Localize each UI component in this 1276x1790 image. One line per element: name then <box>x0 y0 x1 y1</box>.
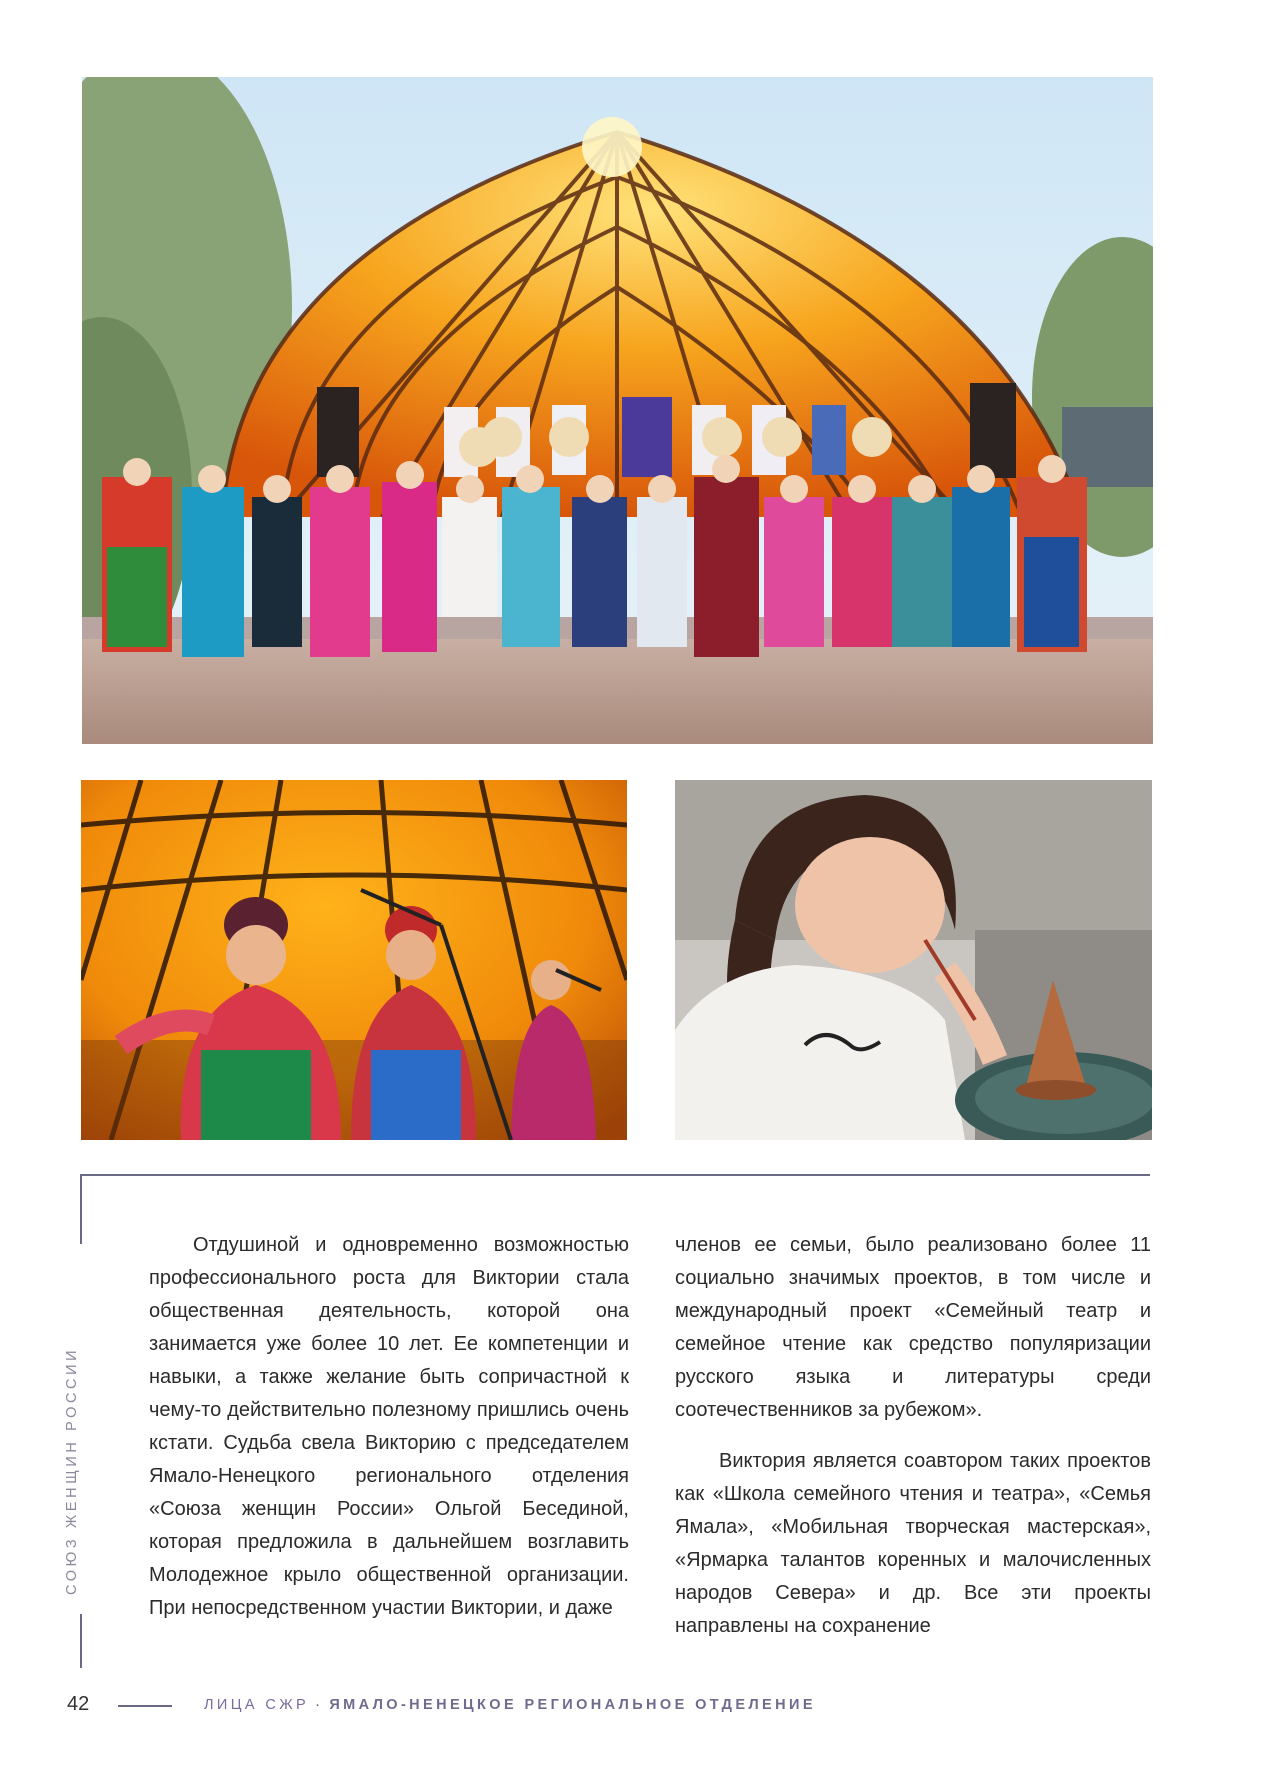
sidebar-label: СОЮЗ ЖЕНЩИН РОССИИ <box>64 1346 80 1595</box>
footer-region: ЯМАЛО-НЕНЕЦКОЕ РЕГИОНАЛЬНОЕ ОТДЕЛЕНИЕ <box>329 1697 816 1713</box>
frame-line-vertical-top <box>80 1174 82 1244</box>
article-paragraph: Виктория является соавтором таких проектов как «Школа семейного чтения и театра», «Семья Ямала», «Мобильная творческая мастерская», «Ярмарка талантов коренных и малочисленных народов Севера» и др. Все эти проекты направлены на сохранение <box>675 1450 1151 1637</box>
footer-divider <box>118 1705 172 1707</box>
article-column-right <box>675 1229 1151 1643</box>
running-footer <box>204 1697 816 1713</box>
article-paragraph: Отдушиной и одновременно возможностью профессионального роста для Виктории стала общественная деятельность, которой она занимается уже более 10 лет. Ее компетенции и навыки, а также желание быть сопричастной к чему-то действительно полезному пришлись очень кстати. Судьба свела Викторию с председателем Ямало-Ненецкого регионального отделения «Союза женщин России» Ольгой Бесединой, которая предложила в дальнейшем возглавить Молодежное крыло общественной организации. При непосредственном участии Виктории, и даже <box>149 1234 629 1619</box>
singers-photo <box>81 780 627 1140</box>
footer-section: ЛИЦА СЖР <box>204 1697 310 1713</box>
frame-line-horizontal <box>80 1174 1150 1176</box>
page-number: 42 <box>67 1693 90 1715</box>
footer-separator: · <box>315 1697 324 1713</box>
hero-photo <box>82 77 1153 744</box>
pottery-photo <box>675 780 1152 1140</box>
frame-line-vertical-bottom <box>80 1614 82 1668</box>
article-column-left <box>149 1229 629 1625</box>
article-paragraph: членов ее семьи, было реализовано более 11 социально значимых проектов, в том числе и международный проект «Семейный театр и семейное чтение как средство популяризации русского языка и литературы среди соотечественников за рубежом». <box>675 1234 1151 1421</box>
